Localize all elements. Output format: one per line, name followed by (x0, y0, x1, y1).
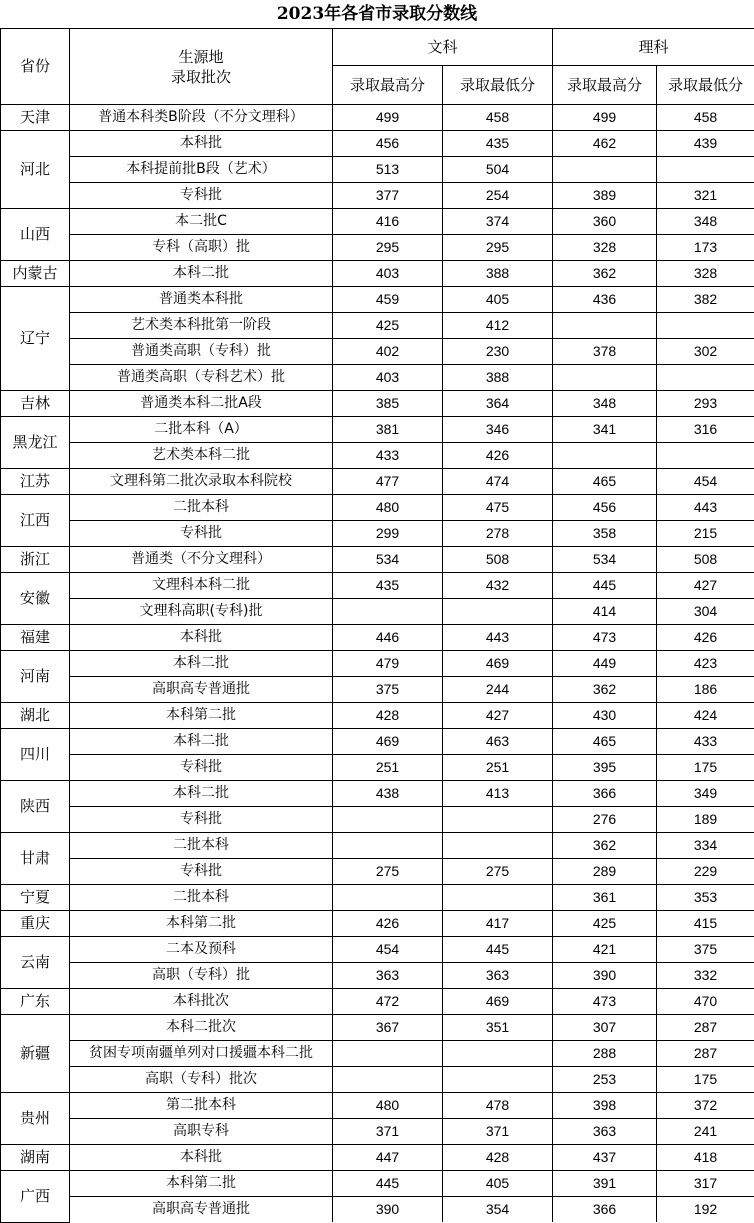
table-row (1, 339, 754, 365)
table-row (1, 729, 754, 755)
table-row (1, 547, 754, 573)
batch-cell: 专科（高职）批 (70, 235, 333, 261)
arts-max-cell: 390 (333, 1197, 443, 1223)
science-max-cell: 391 (553, 1171, 657, 1197)
arts-min-cell: 508 (443, 547, 553, 573)
arts-min-cell (443, 599, 553, 625)
arts-max-cell: 433 (333, 443, 443, 469)
arts-max-cell: 469 (333, 729, 443, 755)
batch-cell: 本科二批 (70, 781, 333, 807)
table-row (1, 313, 754, 339)
batch-cell: 二批本科 (70, 885, 333, 911)
science-min-cell: 317 (657, 1171, 754, 1197)
batch-cell: 高职专科 (70, 1119, 333, 1145)
science-max-cell (553, 157, 657, 183)
science-max-cell: 499 (553, 105, 657, 131)
table-row (1, 391, 754, 417)
table-row (1, 261, 754, 287)
arts-max-cell: 445 (333, 1171, 443, 1197)
table-row (1, 989, 754, 1015)
arts-max-cell: 403 (333, 261, 443, 287)
arts-max-cell: 446 (333, 625, 443, 651)
science-min-cell: 382 (657, 287, 754, 313)
arts-max-cell: 275 (333, 859, 443, 885)
science-max-cell: 462 (553, 131, 657, 157)
table-row (1, 625, 754, 651)
province-cell: 四川 (1, 729, 70, 781)
science-max-cell: 366 (553, 1197, 657, 1223)
science-min-cell: 229 (657, 859, 754, 885)
batch-cell: 二批本科（A） (70, 417, 333, 443)
province-cell: 内蒙古 (1, 261, 70, 287)
science-min-cell: 415 (657, 911, 754, 937)
arts-min-cell: 435 (443, 131, 553, 157)
arts-min-cell: 254 (443, 183, 553, 209)
batch-cell: 本科批 (70, 625, 333, 651)
arts-max-cell: 367 (333, 1015, 443, 1041)
arts-max-cell: 295 (333, 235, 443, 261)
arts-min-cell: 371 (443, 1119, 553, 1145)
science-max-cell: 395 (553, 755, 657, 781)
arts-max-cell (333, 807, 443, 833)
arts-min-cell: 478 (443, 1093, 553, 1119)
table-row (1, 937, 754, 963)
arts-max-cell: 499 (333, 105, 443, 131)
batch-cell: 本科第二批 (70, 703, 333, 729)
province-cell: 湖南 (1, 1145, 70, 1171)
arts-min-cell: 426 (443, 443, 553, 469)
science-min-cell: 423 (657, 651, 754, 677)
table-row (1, 885, 754, 911)
arts-min-cell: 417 (443, 911, 553, 937)
science-max-cell: 289 (553, 859, 657, 885)
arts-max-cell (333, 885, 443, 911)
arts-max-cell: 435 (333, 573, 443, 599)
arts-min-cell: 295 (443, 235, 553, 261)
science-min-cell: 349 (657, 781, 754, 807)
table-row (1, 1093, 754, 1119)
science-min-cell (657, 157, 754, 183)
arts-min-cell: 388 (443, 365, 553, 391)
arts-max-cell: 402 (333, 339, 443, 365)
arts-min-cell: 354 (443, 1197, 553, 1223)
batch-cell: 普通类高职（专科艺术）批 (70, 365, 333, 391)
header-arts: 文科 (333, 29, 553, 66)
header-arts-max: 录取最高分 (333, 66, 443, 105)
arts-max-cell: 480 (333, 495, 443, 521)
province-cell: 黑龙江 (1, 417, 70, 469)
science-min-cell: 316 (657, 417, 754, 443)
batch-cell: 本科批次 (70, 989, 333, 1015)
science-max-cell: 348 (553, 391, 657, 417)
table-row (1, 703, 754, 729)
table-row (1, 651, 754, 677)
table-row (1, 911, 754, 937)
arts-min-cell: 244 (443, 677, 553, 703)
science-min-cell: 348 (657, 209, 754, 235)
arts-max-cell: 385 (333, 391, 443, 417)
table-row (1, 417, 754, 443)
science-min-cell: 287 (657, 1015, 754, 1041)
province-cell: 天津 (1, 105, 70, 131)
batch-cell: 二批本科 (70, 495, 333, 521)
arts-max-cell: 456 (333, 131, 443, 157)
science-max-cell: 534 (553, 547, 657, 573)
arts-max-cell: 454 (333, 937, 443, 963)
science-max-cell: 465 (553, 729, 657, 755)
province-cell: 广东 (1, 989, 70, 1015)
arts-min-cell (443, 833, 553, 859)
science-min-cell: 304 (657, 599, 754, 625)
science-max-cell: 276 (553, 807, 657, 833)
science-max-cell: 362 (553, 261, 657, 287)
science-min-cell: 375 (657, 937, 754, 963)
science-min-cell (657, 313, 754, 339)
table-row (1, 235, 754, 261)
science-max-cell: 473 (553, 989, 657, 1015)
arts-max-cell: 371 (333, 1119, 443, 1145)
science-min-cell: 189 (657, 807, 754, 833)
science-min-cell: 353 (657, 885, 754, 911)
table-row (1, 963, 754, 989)
arts-min-cell: 445 (443, 937, 553, 963)
science-max-cell: 398 (553, 1093, 657, 1119)
arts-min-cell: 458 (443, 105, 553, 131)
table-row (1, 469, 754, 495)
science-min-cell: 372 (657, 1093, 754, 1119)
science-min-cell: 173 (657, 235, 754, 261)
header-arts-min: 录取最低分 (443, 66, 553, 105)
science-max-cell: 328 (553, 235, 657, 261)
arts-max-cell: 513 (333, 157, 443, 183)
province-cell: 安徽 (1, 573, 70, 625)
table-row (1, 1041, 754, 1067)
science-min-cell: 427 (657, 573, 754, 599)
arts-min-cell: 413 (443, 781, 553, 807)
arts-min-cell: 388 (443, 261, 553, 287)
arts-min-cell: 230 (443, 339, 553, 365)
science-max-cell: 362 (553, 833, 657, 859)
arts-min-cell: 278 (443, 521, 553, 547)
arts-min-cell: 432 (443, 573, 553, 599)
table-row (1, 833, 754, 859)
arts-max-cell (333, 833, 443, 859)
science-max-cell: 456 (553, 495, 657, 521)
province-cell: 宁夏 (1, 885, 70, 911)
table-body (1, 105, 754, 1223)
province-cell: 吉林 (1, 391, 70, 417)
province-cell: 陕西 (1, 781, 70, 833)
table-row (1, 105, 754, 131)
table-row (1, 859, 754, 885)
arts-min-cell: 405 (443, 287, 553, 313)
province-cell: 河南 (1, 651, 70, 703)
science-min-cell: 454 (657, 469, 754, 495)
batch-cell: 本科批 (70, 1145, 333, 1171)
arts-max-cell (333, 1041, 443, 1067)
arts-max-cell: 459 (333, 287, 443, 313)
arts-min-cell: 469 (443, 989, 553, 1015)
arts-min-cell: 405 (443, 1171, 553, 1197)
science-max-cell: 430 (553, 703, 657, 729)
batch-cell: 贫困专项南疆单列对口援疆本科二批 (70, 1041, 333, 1067)
arts-max-cell: 377 (333, 183, 443, 209)
batch-cell: 本科二批 (70, 261, 333, 287)
batch-cell: 普通类本科批 (70, 287, 333, 313)
arts-max-cell: 403 (333, 365, 443, 391)
header-science: 理科 (553, 29, 754, 66)
science-max-cell: 389 (553, 183, 657, 209)
science-min-cell: 458 (657, 105, 754, 131)
province-cell: 贵州 (1, 1093, 70, 1145)
science-max-cell: 445 (553, 573, 657, 599)
arts-min-cell: 463 (443, 729, 553, 755)
science-max-cell: 414 (553, 599, 657, 625)
science-max-cell: 421 (553, 937, 657, 963)
batch-cell: 专科批 (70, 807, 333, 833)
page-title: 2023年各省市录取分数线 (0, 0, 754, 28)
province-cell: 甘肃 (1, 833, 70, 885)
table-row (1, 677, 754, 703)
table-row (1, 209, 754, 235)
science-min-cell: 470 (657, 989, 754, 1015)
batch-cell: 艺术类本科批第一阶段 (70, 313, 333, 339)
batch-cell: 本科提前批B段（艺术） (70, 157, 333, 183)
science-min-cell: 433 (657, 729, 754, 755)
header-science-min: 录取最低分 (657, 66, 754, 105)
arts-max-cell: 480 (333, 1093, 443, 1119)
table-row (1, 443, 754, 469)
batch-cell: 普通本科类B阶段（不分文理科） (70, 105, 333, 131)
science-max-cell: 253 (553, 1067, 657, 1093)
arts-max-cell: 363 (333, 963, 443, 989)
arts-min-cell: 474 (443, 469, 553, 495)
arts-max-cell (333, 1067, 443, 1093)
science-max-cell: 473 (553, 625, 657, 651)
table-row (1, 183, 754, 209)
science-min-cell: 332 (657, 963, 754, 989)
batch-cell: 艺术类本科二批 (70, 443, 333, 469)
arts-min-cell: 428 (443, 1145, 553, 1171)
province-cell: 重庆 (1, 911, 70, 937)
arts-max-cell: 447 (333, 1145, 443, 1171)
province-cell: 辽宁 (1, 287, 70, 391)
province-cell: 福建 (1, 625, 70, 651)
science-min-cell: 418 (657, 1145, 754, 1171)
table-row (1, 755, 754, 781)
science-max-cell: 390 (553, 963, 657, 989)
admission-score-table (0, 28, 754, 1223)
arts-max-cell: 479 (333, 651, 443, 677)
science-min-cell: 424 (657, 703, 754, 729)
arts-max-cell: 534 (333, 547, 443, 573)
arts-min-cell: 475 (443, 495, 553, 521)
arts-min-cell (443, 1041, 553, 1067)
header-source-batch (70, 29, 333, 105)
science-max-cell: 363 (553, 1119, 657, 1145)
arts-max-cell: 416 (333, 209, 443, 235)
batch-cell: 文理科本科二批 (70, 573, 333, 599)
science-max-cell: 366 (553, 781, 657, 807)
science-min-cell: 321 (657, 183, 754, 209)
batch-cell: 专科批 (70, 183, 333, 209)
table-row (1, 365, 754, 391)
table-row (1, 807, 754, 833)
science-max-cell: 341 (553, 417, 657, 443)
table-row (1, 1197, 754, 1223)
arts-min-cell: 275 (443, 859, 553, 885)
science-max-cell: 425 (553, 911, 657, 937)
batch-cell: 专科批 (70, 755, 333, 781)
batch-cell: 二批本科 (70, 833, 333, 859)
batch-cell: 本二批C (70, 209, 333, 235)
arts-min-cell (443, 885, 553, 911)
province-cell: 山西 (1, 209, 70, 261)
arts-max-cell: 251 (333, 755, 443, 781)
arts-min-cell: 412 (443, 313, 553, 339)
arts-min-cell: 351 (443, 1015, 553, 1041)
arts-max-cell: 425 (333, 313, 443, 339)
arts-min-cell: 374 (443, 209, 553, 235)
science-min-cell: 215 (657, 521, 754, 547)
batch-cell: 高职高专普通批 (70, 677, 333, 703)
science-max-cell: 358 (553, 521, 657, 547)
batch-cell: 文理科高职(专科)批 (70, 599, 333, 625)
science-min-cell: 241 (657, 1119, 754, 1145)
arts-min-cell: 443 (443, 625, 553, 651)
arts-min-cell (443, 807, 553, 833)
table-row (1, 1119, 754, 1145)
science-max-cell: 361 (553, 885, 657, 911)
table-row (1, 157, 754, 183)
header-source-line2: 录取批次 (70, 67, 332, 87)
science-min-cell: 175 (657, 755, 754, 781)
province-cell: 浙江 (1, 547, 70, 573)
province-cell: 江苏 (1, 469, 70, 495)
province-cell: 云南 (1, 937, 70, 989)
science-min-cell: 287 (657, 1041, 754, 1067)
science-max-cell: 288 (553, 1041, 657, 1067)
province-cell: 新疆 (1, 1015, 70, 1093)
arts-min-cell: 363 (443, 963, 553, 989)
arts-max-cell: 381 (333, 417, 443, 443)
arts-min-cell: 469 (443, 651, 553, 677)
batch-cell: 高职（专科）批次 (70, 1067, 333, 1093)
table-row (1, 573, 754, 599)
batch-cell: 普通类本科二批A段 (70, 391, 333, 417)
batch-cell: 本科二批 (70, 729, 333, 755)
science-min-cell: 426 (657, 625, 754, 651)
batch-cell: 本科第二批 (70, 911, 333, 937)
header-province: 省份 (1, 29, 70, 105)
batch-cell: 本科批 (70, 131, 333, 157)
province-cell: 江西 (1, 495, 70, 547)
arts-max-cell: 438 (333, 781, 443, 807)
science-max-cell: 362 (553, 677, 657, 703)
science-min-cell: 443 (657, 495, 754, 521)
arts-min-cell: 364 (443, 391, 553, 417)
table-row (1, 599, 754, 625)
arts-max-cell: 477 (333, 469, 443, 495)
table-row (1, 521, 754, 547)
science-min-cell: 186 (657, 677, 754, 703)
table-row (1, 1145, 754, 1171)
table-row (1, 781, 754, 807)
batch-cell: 本科二批次 (70, 1015, 333, 1041)
science-max-cell: 307 (553, 1015, 657, 1041)
table-row (1, 131, 754, 157)
arts-min-cell: 427 (443, 703, 553, 729)
science-min-cell: 328 (657, 261, 754, 287)
science-max-cell (553, 365, 657, 391)
science-min-cell: 175 (657, 1067, 754, 1093)
table-row (1, 1015, 754, 1041)
batch-cell: 本科第二批 (70, 1171, 333, 1197)
science-max-cell: 436 (553, 287, 657, 313)
batch-cell: 高职（专科）批 (70, 963, 333, 989)
science-min-cell: 439 (657, 131, 754, 157)
arts-max-cell: 472 (333, 989, 443, 1015)
science-min-cell: 302 (657, 339, 754, 365)
science-min-cell (657, 443, 754, 469)
arts-min-cell: 504 (443, 157, 553, 183)
header-science-max: 录取最高分 (553, 66, 657, 105)
batch-cell: 普通类高职（专科）批 (70, 339, 333, 365)
batch-cell: 专科批 (70, 521, 333, 547)
batch-cell: 二本及预科 (70, 937, 333, 963)
arts-max-cell (333, 599, 443, 625)
batch-cell: 文理科第二批次录取本科院校 (70, 469, 333, 495)
science-max-cell: 449 (553, 651, 657, 677)
arts-max-cell: 375 (333, 677, 443, 703)
batch-cell: 高职高专普通批 (70, 1197, 333, 1223)
science-max-cell (553, 313, 657, 339)
province-cell: 湖北 (1, 703, 70, 729)
table-row (1, 1067, 754, 1093)
science-min-cell (657, 365, 754, 391)
arts-min-cell (443, 1067, 553, 1093)
science-min-cell: 508 (657, 547, 754, 573)
batch-cell: 专科批 (70, 859, 333, 885)
arts-min-cell: 251 (443, 755, 553, 781)
arts-max-cell: 426 (333, 911, 443, 937)
province-cell: 广西 (1, 1171, 70, 1223)
table-row (1, 495, 754, 521)
batch-cell: 本科二批 (70, 651, 333, 677)
header-source-line1: 生源地 (70, 47, 332, 67)
science-max-cell: 360 (553, 209, 657, 235)
science-max-cell: 465 (553, 469, 657, 495)
arts-max-cell: 299 (333, 521, 443, 547)
batch-cell: 普通类（不分文理科） (70, 547, 333, 573)
science-min-cell: 192 (657, 1197, 754, 1223)
science-max-cell (553, 443, 657, 469)
table-row (1, 1171, 754, 1197)
science-min-cell: 293 (657, 391, 754, 417)
table-row (1, 287, 754, 313)
arts-max-cell: 428 (333, 703, 443, 729)
batch-cell: 第二批本科 (70, 1093, 333, 1119)
arts-min-cell: 346 (443, 417, 553, 443)
science-min-cell: 334 (657, 833, 754, 859)
science-max-cell: 378 (553, 339, 657, 365)
province-cell: 河北 (1, 131, 70, 209)
science-max-cell: 437 (553, 1145, 657, 1171)
